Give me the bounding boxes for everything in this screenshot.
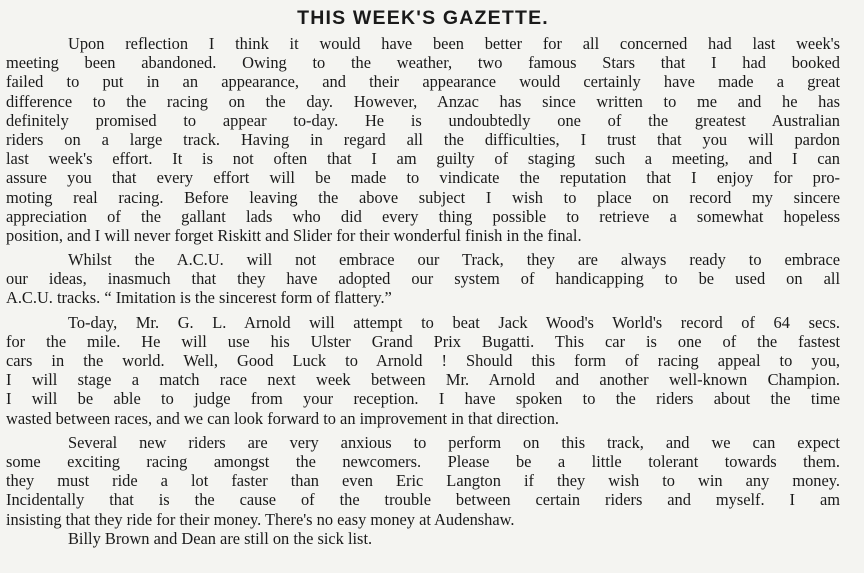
text-line: A.C.U. tracks. “ Imitation is the sincerest form of flattery.” <box>6 288 392 308</box>
text-line: meeting been abandoned. Owing to the weather, two famous Stars that I had booked <box>6 53 840 73</box>
paragraph-5 <box>6 529 840 548</box>
text-line: failed to put in an appearance, and their appearance would certainly have made a great <box>6 72 840 92</box>
text-line: I will be able to judge from your reception. I have spoken to the riders about the time <box>6 389 840 409</box>
text-line: moting real racing. Before leaving the above subject I wish to place on record my sincere <box>6 187 840 207</box>
text-line: I will stage a match race next week between Mr. Arnold and another well-known Champion. <box>6 370 840 390</box>
text-line: Billy Brown and Dean are still on the sick list. <box>68 528 373 548</box>
text-line: assure you that every effort will be made to vindicate the reputation that I enjoy for pro- <box>6 168 840 188</box>
text-line: last week's effort. It is not often that I am guilty of staging such a meeting, and I can <box>6 149 840 169</box>
text-line: Incidentally that is the cause of the trouble between certain riders and myself. I am <box>6 490 840 510</box>
text-line: position, and I will never forget Riskitt and Slider for their wonderful finish in the final. <box>6 225 582 245</box>
text-line: riders on a large track. Having in regard all the difficulties, I trust that you will pardon <box>6 129 840 149</box>
text-line: wasted between races, and we can look forward to an improvement in that direction. <box>6 408 559 428</box>
paragraph-3 <box>6 313 840 428</box>
text-line: Whilst the A.C.U. will not embrace our Track, they are always ready to embrace <box>68 250 840 270</box>
paragraph-2 <box>6 250 840 308</box>
text-line: cars in the world. Well, Good Luck to Arnold ! Should this form of racing appeal to you, <box>6 351 840 370</box>
text-line: some exciting racing amongst the newcomers. Please be a little tolerant towards them. <box>6 451 840 471</box>
paragraph-4 <box>6 433 840 529</box>
text-line: for the mile. He will use his Ulster Grand Prix Bugatti. This car is one of the fastest <box>6 331 840 351</box>
text-line: To-day, Mr. G. L. Arnold will attempt to beat Jack Wood's World's record of 64 secs. <box>68 312 840 332</box>
text-line: difference to the racing on the day. However, Anzac has since written to me and he has <box>6 91 840 111</box>
text-line: appreciation of the gallant lads who did every thing possible to retrieve a somewhat hopeless <box>6 206 840 226</box>
text-line: Several new riders are very anxious to perform on this track, and we can expect <box>68 432 840 452</box>
text-line: our ideas, inasmuch that they have adopted our system of handicapping to be used on all <box>6 269 840 289</box>
text-line: Upon reflection I think it would have been better for all concerned had last week's <box>68 34 840 53</box>
text-line: they must ride a lot faster than even Eric Langton if they wish to win any money. <box>6 471 840 491</box>
article-title: THIS WEEK'S GAZETTE. <box>297 7 549 29</box>
text-line: definitely promised to appear to-day. He is undoubtedly one of the greatest Australian <box>6 110 840 130</box>
text-line: insisting that they ride for their money. There's no easy money at Audenshaw. <box>6 509 515 529</box>
paragraph-1 <box>6 34 840 245</box>
